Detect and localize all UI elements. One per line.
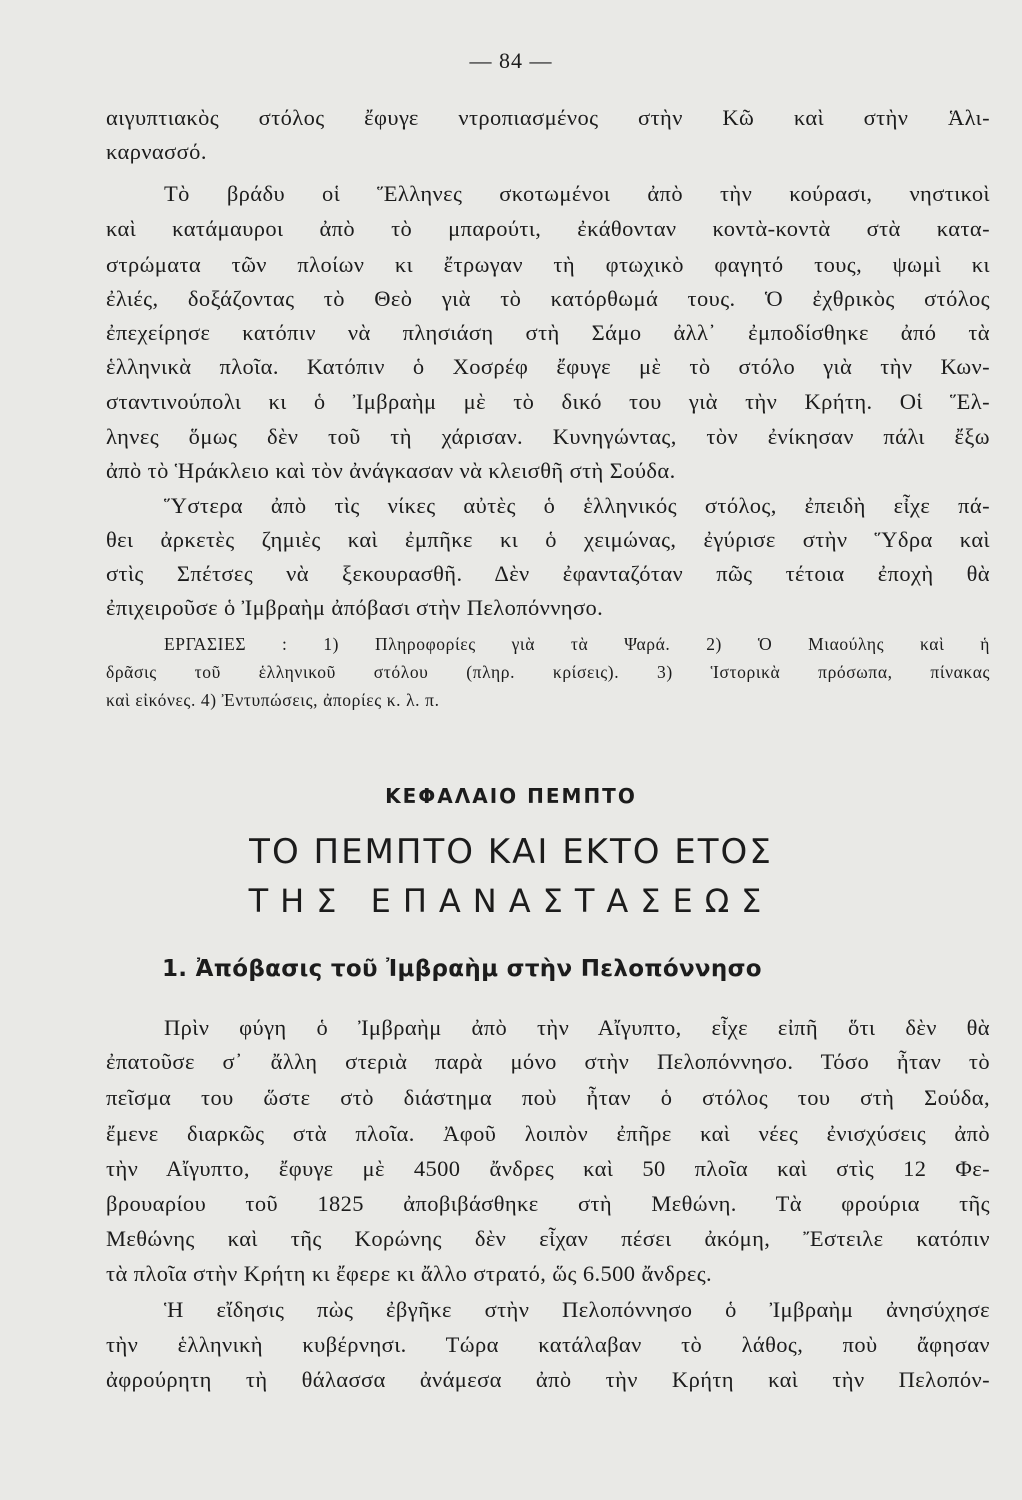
text-line: ἐπιχειροῦσε ὁ Ἰμβραὴμ ἀπόβασι στὴν Πελοπόννησο.: [106, 595, 604, 620]
text-line: θει ἀρκετὲς ζημιὲς καὶ ἐμπῆκε κι ὁ χειμώνας, ἐγύρισε στὴν Ὕδρα καὶ: [106, 527, 990, 552]
text-line: ἔμενε διαρκῶς στὰ πλοῖα. Ἀφοῦ λοιπὸν ἐπῆρε καὶ νέες ἐνισχύσεις ἀπὸ: [106, 1121, 990, 1146]
text-line: καὶ κατάμαυροι ἀπὸ τὸ μπαρούτι, ἐκάθονταν κοντὰ-κοντὰ στὰ κατα-: [106, 216, 990, 241]
text-line: βρουαρίου τοῦ 1825 ἀποβιβάσθηκε στὴ Μεθώνη. Τὰ φρούρια τῆς: [106, 1191, 990, 1216]
text-line: ἀφρούρητη τὴ θάλασσα ἀνάμεσα ἀπὸ τὴν Κρήτη καὶ τὴν Πελοπόν-: [106, 1367, 990, 1392]
text-line: ἑλληνικὰ πλοῖα. Κατόπιν ὁ Χοσρέφ ἔφυγε μὲ τὸ στόλο γιὰ τὴν Κων-: [106, 354, 990, 379]
text-line: τὰ πλοῖα στὴν Κρήτη κι ἔφερε κι ἄλλο στρατό, ὥς 6.500 ἄνδρες.: [106, 1261, 713, 1286]
text-line: στρώματα τῶν πλοίων κι ἔτρωγαν τὴ φτωχικὸ φαγητό τους, ψωμὶ κι: [106, 252, 990, 277]
text-line: τὴν ἑλληνικὴ κυβέρνησι. Τώρα κατάλαβαν τὸ λάθος, ποὺ ἄφησαν: [106, 1332, 990, 1357]
text-line: ἐπεχείρησε κατόπιν νὰ πλησιάση στὴ Σάμο ἀλλ᾿ ἐμποδίσθηκε ἀπό τὰ: [106, 320, 990, 345]
text-line: ἀπὸ τὸ Ἡράκλειο καὶ τὸν ἀνάγκασαν νὰ κλεισθῆ στὴ Σούδα.: [106, 458, 676, 483]
text-line: τὴν Αἴγυπτο, ἔφυγε μὲ 4500 ἄνδρες καὶ 50 πλοῖα καὶ στὶς 12 Φε-: [106, 1156, 990, 1181]
text-line: στὶς Σπέτσες νὰ ξεκουρασθῆ. Δὲν ἐφανταζόταν πῶς τέτοια ἐποχὴ θὰ: [106, 561, 990, 586]
exercises-line: δρᾶσις τοῦ ἑλληνικοῦ στόλου (πληρ. κρίσεις). 3) Ἱστορικὰ πρόσωπα, πίνακας: [106, 662, 990, 682]
text-line: ἐπατοῦσε σ᾿ ἄλλη στεριὰ παρὰ μόνο στὴν Πελοπόννησο. Τόσο ἦταν τὸ: [106, 1049, 990, 1074]
chapter-label: ΚΕΦΑΛΑΙΟ ΠΕΜΠΤΟ: [385, 784, 637, 808]
text-line: αιγυπτιακὸς στόλος ἔφυγε ντροπιασμένος στὴν Κῶ καὶ στὴν Ἁλι-: [106, 105, 990, 130]
text-line: Ὕστερα ἀπὸ τὶς νίκες αὐτὲς ὁ ἑλληνικός στόλος, ἐπειδὴ εἶχε πά-: [164, 493, 990, 518]
text-line: ληνες ὅμως δὲν τοῦ τὴ χάρισαν. Κυνηγώντας, τὸν ἐνίκησαν πάλι ἔξω: [106, 424, 990, 449]
text-line: καρνασσό.: [106, 139, 207, 164]
text-line: Πρὶν φύγη ὁ Ἰμβραὴμ ἀπὸ τὴν Αἴγυπτο, εἶχε εἰπῆ ὅτι δὲν θὰ: [164, 1015, 990, 1040]
text-line: Τὸ βράδυ οἱ Ἕλληνες σκοτωμένοι ἀπὸ τὴν κούρασι, νηστικοὶ: [164, 181, 990, 206]
page-number: — 84 —: [469, 48, 553, 73]
text-line: ἐλιές, δοξάζοντας τὸ Θεὸ γιὰ τὸ κατόρθωμά τους. Ὁ ἐχθρικὸς στόλος: [106, 286, 990, 311]
chapter-title-line2: ΤΗΣ ΕΠΑΝΑΣΤΑΣΕΩΣ: [248, 882, 774, 920]
text-line: πεῖσμα του ὥστε στὸ διάστημα ποὺ ἦταν ὁ στόλος του στὴ Σούδα,: [106, 1085, 990, 1110]
exercises-line: ΕΡΓΑΣΙΕΣ : 1) Πληροφορίες γιὰ τὰ Ψαρά. 2) Ὁ Μιαούλης καὶ ἡ: [164, 634, 990, 654]
chapter-title-line1: ΤΟ ΠΕΜΠΤΟ ΚΑΙ ΕΚΤΟ ΕΤΟΣ: [249, 832, 773, 872]
text-line: σταντινούπολι κι ὁ Ἰμβραὴμ μὲ τὸ δικό του γιὰ τὴν Κρήτη. Οἱ Ἕλ-: [106, 389, 990, 414]
exercises-line: καὶ εἰκόνες. 4) Ἐντυπώσεις, ἀπορίες κ. λ. π.: [106, 690, 440, 710]
text-line: Μεθώνης καὶ τῆς Κορώνης δὲν εἶχαν πέσει ἀκόμη, Ἔστειλε κατόπιν: [106, 1226, 990, 1251]
text-line: Ἡ εἴδησις πὼς ἐβγῆκε στὴν Πελοπόννησο ὁ Ἰμβραὴμ ἀνησύχησε: [164, 1297, 990, 1322]
section-heading: 1. Ἀπόβασις τοῦ Ἰμβραὴμ στὴν Πελοπόννησο: [162, 956, 762, 982]
